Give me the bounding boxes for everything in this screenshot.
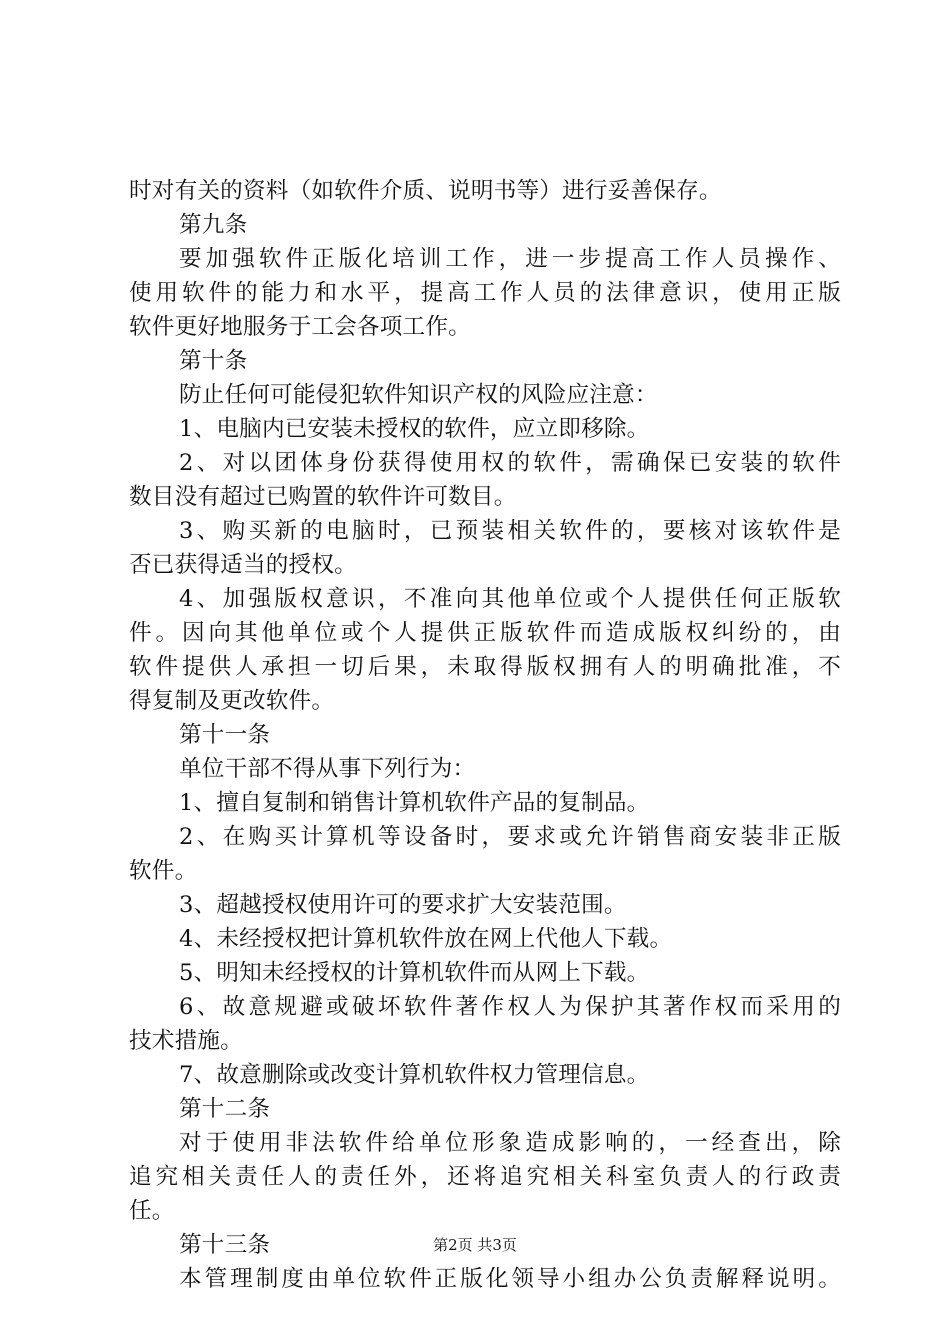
text-line: 防止任何可能侵犯软件知识产权的风险应注意： — [179, 382, 658, 408]
text-line: 软件。 — [129, 858, 198, 884]
text-line: 1、擅自复制和销售计算机软件产品的复制品。 — [179, 790, 650, 816]
text-line: 得复制及更改软件。 — [129, 688, 335, 714]
text-line: 件。因向其他单位或个人提供正版软件而造成版权纠纷的，由 — [129, 620, 841, 646]
text-line: 3、超越授权使用许可的要求扩大安装范围。 — [179, 892, 627, 918]
text-line: 4、加强版权意识，不准向其他单位或个人提供任何正版软 — [179, 586, 841, 612]
text-line: 数目没有超过已购置的软件许可数目。 — [129, 484, 517, 510]
text-line: 1、电脑内已安装未授权的软件，应立即移除。 — [179, 416, 650, 442]
text-line: 第九条 — [179, 212, 248, 238]
text-line: 7、故意删除或改变计算机软件权力管理信息。 — [179, 1062, 650, 1088]
page-footer: 第2页 共3页 — [433, 1236, 517, 1254]
text-line: 2、在购买计算机等设备时，要求或允许销售商安装非正版 — [179, 824, 841, 850]
text-line: 对于使用非法软件给单位形象造成影响的，一经查出，除 — [179, 1130, 841, 1156]
text-line: 软件更好地服务于工会各项工作。 — [129, 314, 471, 340]
text-line: 第十三条 — [179, 1232, 271, 1258]
text-line: 第十一条 — [179, 722, 271, 748]
text-line: 要加强软件正版化培训工作，进一步提高工作人员操作、 — [179, 246, 841, 272]
text-line: 否已获得适当的授权。 — [129, 552, 357, 578]
text-line: 时对有关的资料（如软件介质、说明书等）进行妥善保存。 — [129, 178, 722, 204]
text-line: 第十二条 — [179, 1096, 271, 1122]
text-line: 本管理制度由单位软件正版化领导小组办公负责解释说明。 — [179, 1266, 841, 1292]
text-line: 3、购买新的电脑时，已预装相关软件的，要核对该软件是 — [179, 518, 841, 544]
text-line: 第十条 — [179, 348, 248, 374]
document-body — [129, 174, 841, 1296]
text-line: 6、故意规避或破坏软件著作权人为保护其著作权而采用的 — [179, 994, 841, 1020]
text-line: 任。 — [129, 1198, 175, 1224]
text-line: 单位干部不得从事下列行为： — [179, 756, 476, 782]
text-line: 软件提供人承担一切后果，未取得版权拥有人的明确批准，不 — [129, 654, 841, 680]
text-line: 使用软件的能力和水平，提高工作人员的法律意识，使用正版 — [129, 280, 841, 306]
text-line: 5、明知未经授权的计算机软件而从网上下载。 — [179, 960, 650, 986]
text-line: 2、对以团体身份获得使用权的软件，需确保已安装的软件 — [179, 450, 841, 476]
text-line: 4、未经授权把计算机软件放在网上代他人下载。 — [179, 926, 673, 952]
text-line: 追究相关责任人的责任外，还将追究相关科室负责人的行政责 — [129, 1164, 841, 1190]
text-line: 技术措施。 — [129, 1028, 243, 1054]
